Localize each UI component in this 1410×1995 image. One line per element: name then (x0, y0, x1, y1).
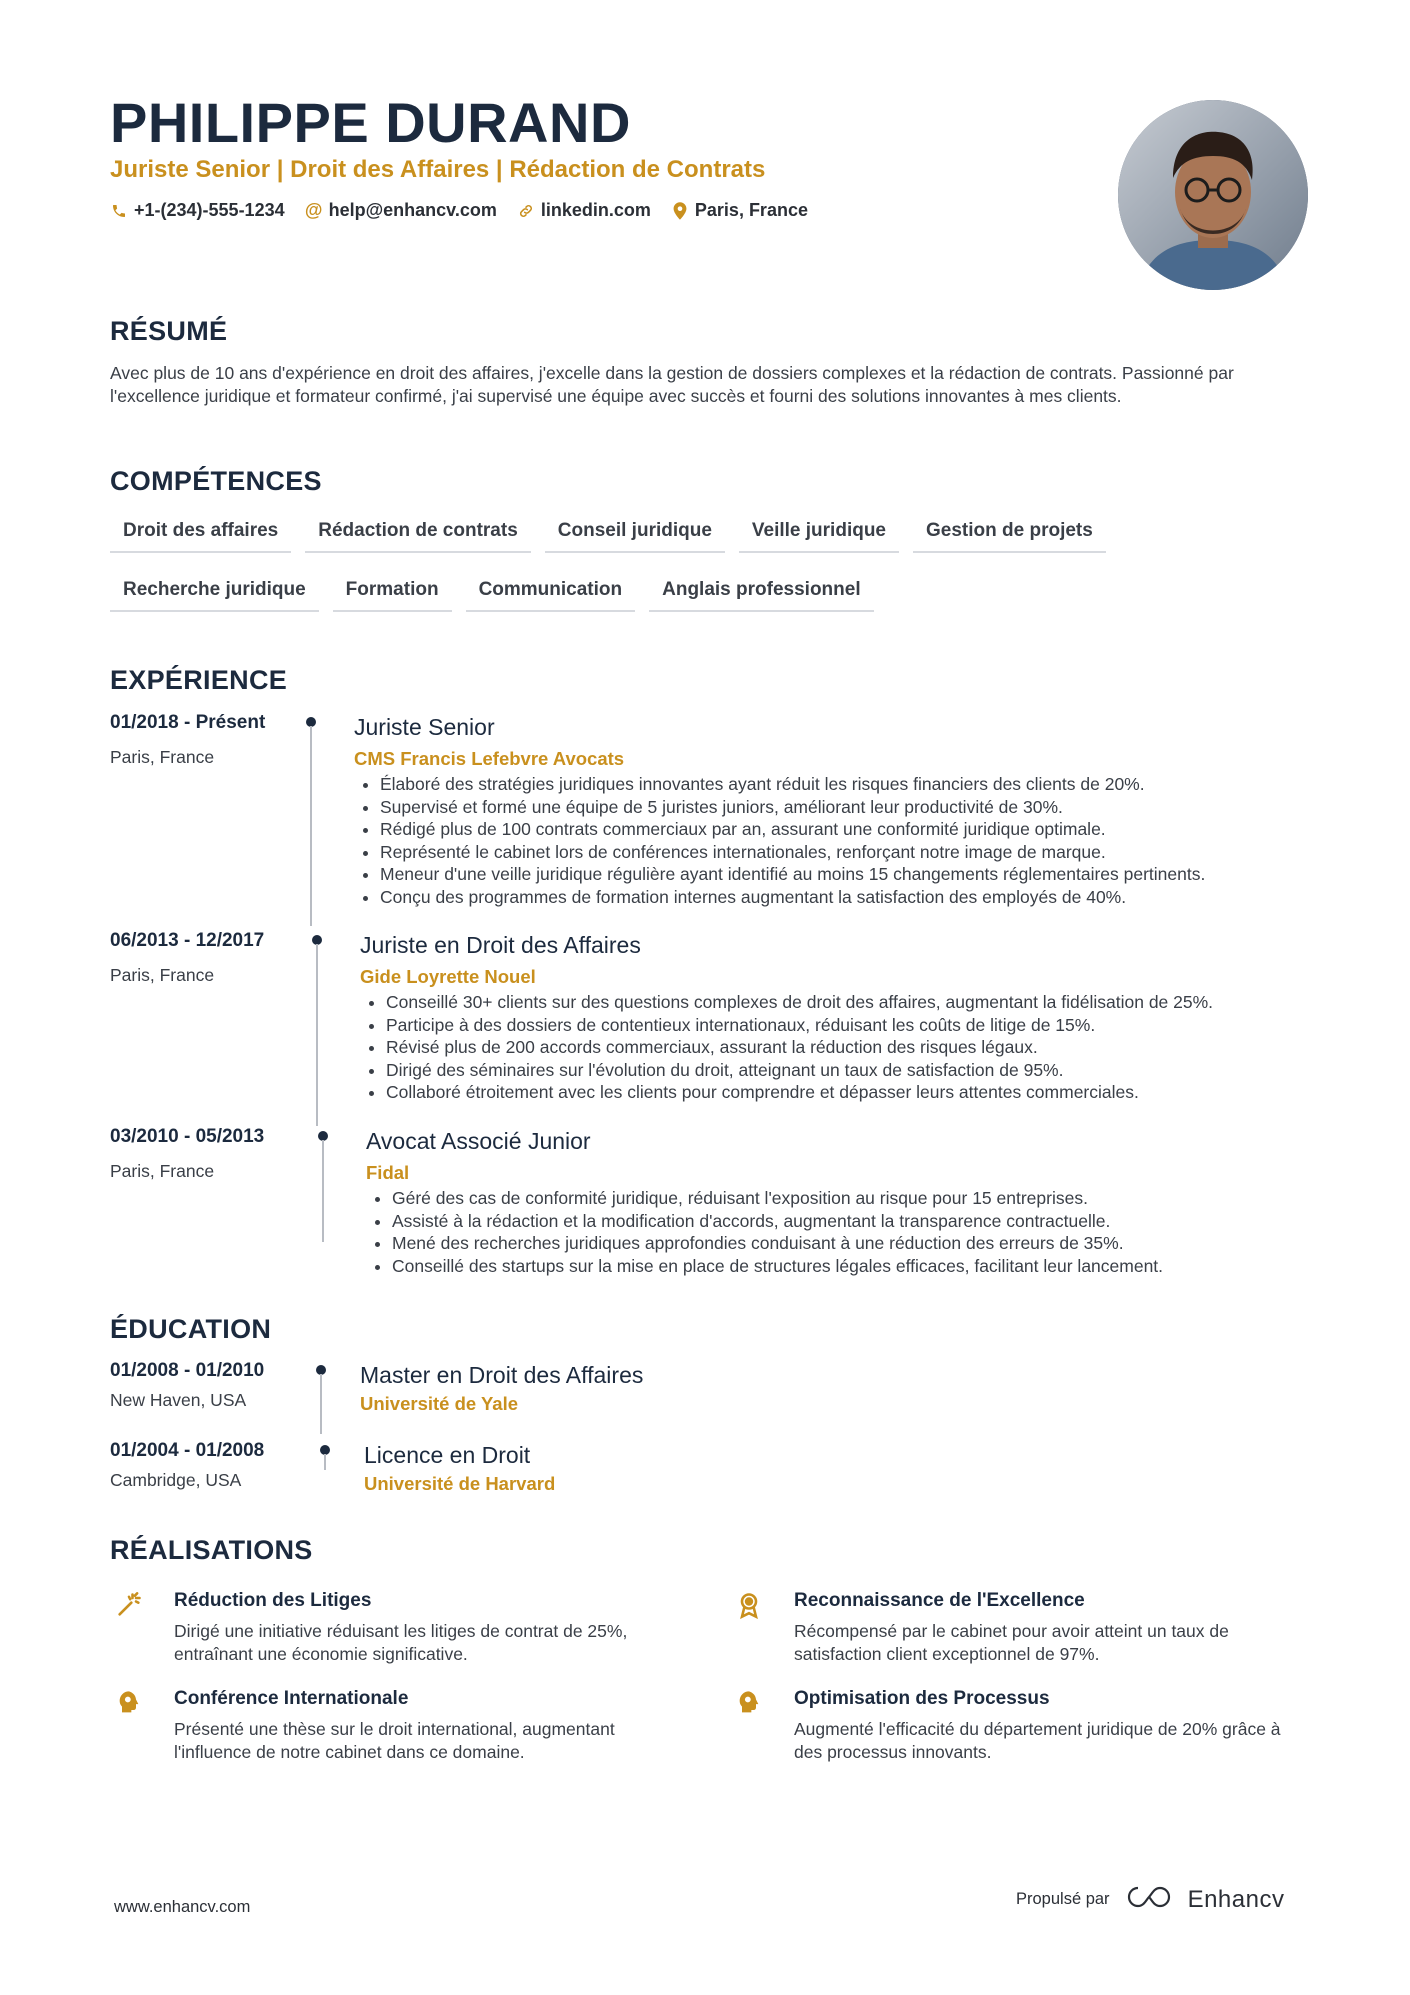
bullet-item: • Dirigé des séminaires sur l'évolution du droit, atteignant un taux de satisfaction de 95%. (386, 1059, 1366, 1082)
experience-heading: EXPÉRIENCE (110, 665, 288, 695)
experience-company: Gide Loyrette Nouel (360, 966, 536, 987)
footer-brand-block (1016, 1884, 1284, 1915)
enhancv-wordmark[interactable]: Enhancv (1187, 1885, 1285, 1913)
bullet-item: • Géré des cas de conformité juridique, réduisant l'exposition au risque pour 15 entreprises. (392, 1187, 1352, 1210)
achievement-desc: Augmenté l'efficacité du département juridique de 20% grâce à des processus innovants. (794, 1719, 1281, 1762)
bullet-item: • Conseillé des startups sur la mise en place de structures légales efficaces, facilitant leur lancement. (392, 1255, 1352, 1278)
bullet-item: • Assisté à la rédaction et la modification d'accords, augmentant la transparence contractuelle. (392, 1210, 1352, 1233)
achievement-item (114, 1590, 674, 1680)
skills-row (110, 512, 1300, 553)
education-school: Université de Harvard (364, 1473, 556, 1494)
bullet-item: • Participe à des dossiers de contentieux internationaux, réduisant les coûts de litige de 15%. (386, 1014, 1366, 1037)
email-text: help@enhancv.com (328, 200, 497, 220)
achievement-item (734, 1688, 1294, 1778)
achievement-desc: Dirigé une initiative réduisant les litiges de contrat de 25%, entraînant une économie significative. (174, 1621, 628, 1664)
candidate-name: PHILIPPE DURAND (110, 91, 631, 154)
bullet-item: • Conçu des programmes de formation internes augmentant la satisfaction des employés de 40%. (380, 886, 1360, 909)
skills-row (110, 571, 1300, 612)
award-icon (734, 1590, 764, 1620)
contact-phone[interactable] (110, 200, 285, 221)
headline: Juriste Senior | Droit des Affaires | Rédaction de Contrats (110, 156, 766, 183)
experience-entry (110, 930, 1310, 1130)
contact-linkedin[interactable] (517, 200, 651, 221)
skills-list (110, 512, 1300, 630)
timeline-line (316, 944, 318, 1126)
timeline-line (320, 1374, 322, 1434)
experience-role: Avocat Associé Junior (366, 1128, 591, 1154)
skill-tag: Rédaction de contrats (305, 512, 531, 553)
experience-location: Paris, France (110, 965, 215, 985)
summary-heading: RÉSUMÉ (110, 316, 228, 346)
bullet-item: • Révisé plus de 200 accords commerciaux, assurant la réduction des risques légaux. (386, 1036, 1366, 1059)
experience-bullets (354, 773, 1360, 908)
education-degree: Master en Droit des Affaires (360, 1362, 644, 1388)
skill-tag: Formation (333, 571, 452, 612)
link-icon (517, 202, 535, 220)
bullet-item: • Meneur d'une veille juridique régulière ayant identifié au moins 15 changements réglementaires pertinents. (380, 863, 1360, 886)
bullet-item: • Mené des recherches juridiques approfondies conduisant à une réduction des erreurs de 35%. (392, 1232, 1352, 1255)
experience-date: 03/2010 - 05/2013 (110, 1126, 265, 1147)
achievement-item (114, 1688, 674, 1778)
location-icon (671, 202, 689, 220)
at-icon: @ (304, 200, 323, 220)
experience-bullets (366, 1187, 1352, 1277)
experience-location: Paris, France (110, 1161, 215, 1181)
skill-tag: Communication (466, 571, 636, 612)
achievement-desc: Récompensé par le cabinet pour avoir atteint un taux de satisfaction client exceptionnel de 97%. (794, 1621, 1229, 1664)
contact-bar (110, 200, 808, 221)
education-entry (110, 1360, 1110, 1440)
bullet-item: • Élaboré des stratégies juridiques innovantes ayant réduit les risques financiers des clients de 20%. (380, 773, 1360, 796)
experience-date: 01/2018 - Présent (110, 712, 266, 733)
education-degree: Licence en Droit (364, 1442, 531, 1468)
achievement-title: Réduction des Litiges (174, 1590, 372, 1611)
education-location: Cambridge, USA (110, 1470, 242, 1490)
experience-location: Paris, France (110, 747, 215, 767)
experience-entry (110, 1126, 1310, 1296)
bullet-item: • Supervisé et formé une équipe de 5 juristes juniors, améliorant leur productivité de 30%. (380, 796, 1360, 819)
summary-text: Avec plus de 10 ans d'expérience en droit des affaires, j'excelle dans la gestion de dossiers complexes et la rédaction de contrats. Passionné par l'excellence juridique et formateur confirmé, j'ai supervisé une équipe avec succès et fourni des solutions innovantes à mes clients. (110, 363, 1234, 406)
achievement-item (734, 1590, 1294, 1680)
experience-company: Fidal (366, 1162, 410, 1183)
skills-heading: COMPÉTENCES (110, 466, 322, 496)
bullet-item: • Représenté le cabinet lors de conférences internationales, renforçant notre image de marque. (380, 841, 1360, 864)
skill-tag: Veille juridique (739, 512, 899, 553)
enhancv-logo-icon (1126, 1884, 1172, 1915)
head-idea-icon (734, 1688, 764, 1718)
location-text: Paris, France (694, 200, 808, 220)
skill-tag: Anglais professionnel (649, 571, 873, 612)
profile-photo (1118, 100, 1308, 290)
timeline-line (322, 1140, 324, 1242)
bullet-item: • Collaboré étroitement avec les clients pour comprendre et dépasser leurs attentes commerciales. (386, 1081, 1366, 1104)
contact-location (671, 200, 808, 221)
education-entry (110, 1440, 1110, 1510)
skill-tag: Droit des affaires (110, 512, 291, 553)
skill-tag: Recherche juridique (110, 571, 319, 612)
experience-role: Juriste Senior (354, 714, 495, 740)
education-date: 01/2008 - 01/2010 (110, 1360, 265, 1381)
education-date: 01/2004 - 01/2008 (110, 1440, 265, 1461)
experience-company: CMS Francis Lefebvre Avocats (354, 748, 625, 769)
achievement-title: Reconnaissance de l'Excellence (794, 1590, 1085, 1611)
achievement-title: Conférence Internationale (174, 1688, 409, 1709)
powered-by-text: Propulsé par (1016, 1890, 1110, 1908)
education-school: Université de Yale (360, 1393, 519, 1414)
experience-bullets (360, 991, 1366, 1104)
bullet-item: • Conseillé 30+ clients sur des questions complexes de droit des affaires, augmentant la fidélisation de 25%. (386, 991, 1366, 1014)
experience-role: Juriste en Droit des Affaires (360, 932, 641, 958)
education-location: New Haven, USA (110, 1390, 247, 1410)
contact-email[interactable] (305, 200, 497, 221)
timeline-line (310, 726, 312, 926)
experience-entry (110, 712, 1310, 927)
skill-tag: Gestion de projets (913, 512, 1106, 553)
footer-website[interactable]: www.enhancv.com (114, 1898, 251, 1916)
timeline-line (324, 1454, 326, 1470)
achievement-desc: Présenté une thèse sur le droit international, augmentant l'influence de notre cabinet dans ce domaine. (174, 1719, 615, 1762)
experience-date: 06/2013 - 12/2017 (110, 930, 265, 951)
phone-icon (110, 202, 128, 220)
achievements-heading: RÉALISATIONS (110, 1535, 313, 1565)
linkedin-text: linkedin.com (540, 200, 651, 220)
magic-wand-icon (114, 1590, 144, 1620)
bullet-item: • Rédigé plus de 100 contrats commerciaux par an, assurant une conformité juridique optimale. (380, 818, 1360, 841)
phone-text: +1-(234)-555-1234 (134, 200, 285, 220)
achievement-title: Optimisation des Processus (794, 1688, 1050, 1709)
education-heading: ÉDUCATION (110, 1314, 272, 1344)
head-idea-icon (114, 1688, 144, 1718)
skill-tag: Conseil juridique (545, 512, 725, 553)
